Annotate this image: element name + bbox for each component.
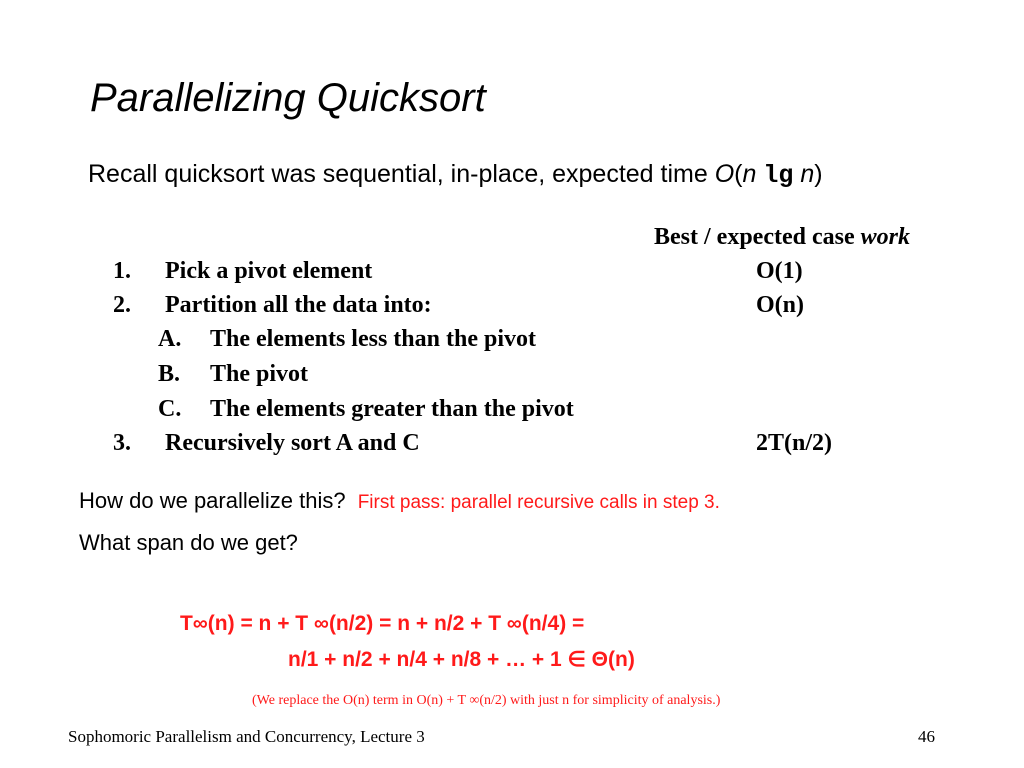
recall-line xyxy=(88,160,823,190)
work-column-header xyxy=(654,224,910,251)
step-number: 1. xyxy=(113,258,131,284)
recall-paren-open: ( xyxy=(734,160,743,188)
recall-text: Recall quicksort was sequential, in-place, expected time xyxy=(88,160,715,188)
work-header-italic: work xyxy=(860,224,910,250)
span-equation-line-1: T∞(n) = n + T ∞(n/2) = n + n/2 + T ∞(n/4) = xyxy=(180,612,585,635)
footer-course: Sophomoric Parallelism and Concurrency, Lecture 3 xyxy=(68,727,425,746)
substep-letter: A. xyxy=(158,326,182,352)
analysis-note: (We replace the O(n) term in O(n) + T ∞(n/2) with just n for simplicity of analysis.) xyxy=(252,693,721,708)
substep-text: The elements greater than the pivot xyxy=(210,396,574,422)
step-text: Partition all the data into: xyxy=(165,292,432,318)
recall-big-o: O xyxy=(714,160,735,188)
slide-number: 46 xyxy=(918,727,935,746)
step-work: O(1) xyxy=(756,258,803,284)
substep-letter: C. xyxy=(158,396,182,422)
answer-first-pass: First pass: parallel recursive calls in step 3. xyxy=(357,492,720,513)
substep-text: The elements less than the pivot xyxy=(210,326,536,352)
step-work: O(n) xyxy=(756,292,804,318)
step-number: 2. xyxy=(113,292,131,318)
question-line-1 xyxy=(79,488,720,514)
work-header-text: Best / expected case xyxy=(654,224,861,250)
step-work: 2T(n/2) xyxy=(756,430,833,456)
step-text: Recursively sort A and C xyxy=(165,430,420,456)
question-span: What span do we get? xyxy=(79,530,298,555)
span-equation-line-2: n/1 + n/2 + n/4 + n/8 + … + 1 ∈ Θ(n) xyxy=(288,648,635,671)
step-number: 3. xyxy=(113,430,131,456)
question-parallelize: How do we parallelize this? xyxy=(79,488,346,513)
recall-n2: n xyxy=(800,160,815,188)
recall-n1: n xyxy=(742,160,757,188)
recall-lg: lg xyxy=(763,161,794,190)
substep-letter: B. xyxy=(158,361,181,387)
substep-text: The pivot xyxy=(210,361,309,387)
slide-title: Parallelizing Quicksort xyxy=(90,76,486,120)
recall-paren-close: ) xyxy=(814,160,823,188)
step-text: Pick a pivot element xyxy=(165,258,373,284)
